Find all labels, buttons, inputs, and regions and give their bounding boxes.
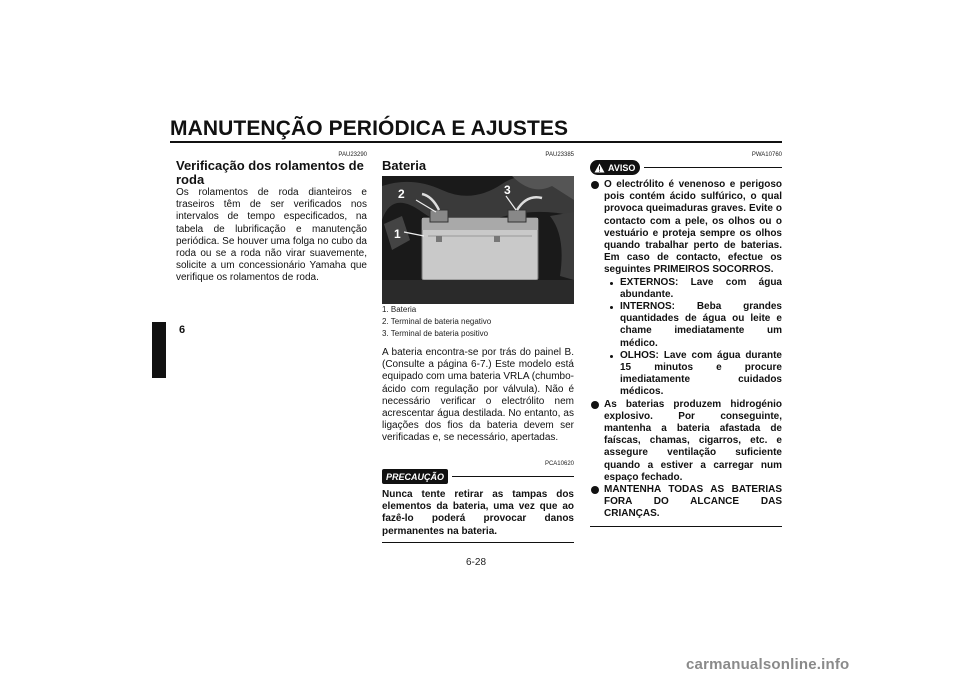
warning-item-text: O electrólito é venenoso e perigoso pois contém ácido sulfúrico, o qual provoca queimaduras graves. Evite o contacto com a pele, os olhos ou o vestuário e proteja sempre os olhos quando trabalhar perto de baterias. Em caso de contacto, efectue os seguintes PRIMEIROS SOCORROS. [604, 179, 782, 276]
section-body-battery: A bateria encontra-se por trás do painel B. (Consulte a página 6-7.) Este modelo está equipado com uma bateria VRLA (chumbo-ácido com regulação por válvula). Não é necessário verificar o electrólito nem acrescentar água destilada. No entanto, as ligações dos fios da bateria devem ser verificadas e, se necessário, apertadas. [382, 347, 574, 444]
watermark: carmanualsonline.info [686, 656, 850, 673]
section-body-wheel-bearings: Os rolamentos de roda dianteiros e traseiros têm de ser verificados nos intervalos de tempo especificados, na tabela de lubrificação e manutenção periódica. Se houver uma folga no cubo da roda ou se a roda não virar suavemente, solicite a um concessionário Yamaha que verifique os rolamentos de roda. [176, 187, 367, 284]
callout-item: 3. Terminal de bateria positivo [382, 329, 489, 338]
first-aid-text: EXTERNOS: Lave com água abundante. [620, 276, 782, 300]
warning-banner-rule [644, 167, 782, 169]
warning-label: AVISO [608, 162, 636, 173]
caution-code: PCA10620 [544, 461, 574, 467]
dot-icon [610, 282, 613, 285]
first-aid-list [604, 277, 782, 399]
caution-banner [382, 469, 574, 484]
battery-illustration [382, 176, 574, 304]
bullet-icon [591, 486, 599, 494]
warning-item [590, 179, 782, 399]
caution-text: Nunca tente retirar as tampas dos elementos da bateria, uma vez que ao fazê-lo poderá provocar danos permanentes na bateria. [382, 489, 574, 537]
callout-item: 1. Bateria [382, 305, 417, 314]
bullet-icon [591, 181, 599, 189]
warning-item-text: MANTENHA TODAS AS BATERIAS FORA DO ALCANCE DAS CRIANÇAS. [604, 484, 782, 520]
photo-label-2: 2 [398, 187, 405, 201]
warning-code: PWA10760 [751, 152, 782, 158]
warning-list [590, 179, 782, 521]
battery-photo [382, 176, 574, 304]
section-title-wheel-bearings: Verificação dos rolamentos de roda [176, 158, 364, 187]
caution-banner-rule [452, 476, 574, 478]
dot-icon [610, 306, 613, 309]
chapter-number: 6 [179, 324, 186, 336]
warning-pill [590, 160, 640, 175]
warning-bottom-rule [590, 526, 782, 528]
first-aid-item [604, 301, 782, 350]
header-rule [170, 141, 782, 143]
warning-triangle-icon [594, 163, 605, 173]
warning-item-text: As baterias produzem hidrogénio explosivo. Por conseguinte, mantenha a bateria afastada de faíscas, chamas, cigarros, etc. e assegure ventilação suficiente quando a estiver a carregar num espaço fechado. [604, 398, 782, 483]
first-aid-text: INTERNOS: Beba grandes quantidades de água ou leite e chame imediatamente um médico. [620, 301, 782, 349]
section-code: PAU23290 [338, 152, 367, 158]
caution-box [382, 461, 574, 543]
warning-item [590, 484, 782, 521]
first-aid-text: OLHOS: Lave com água durante 15 minutos e procure imediatamente cuidados médicos. [620, 349, 782, 398]
page-number: 6-28 [466, 557, 487, 568]
section-code: PAU23385 [545, 152, 574, 158]
chapter-tab [152, 322, 166, 378]
first-aid-item [604, 277, 782, 301]
dot-icon [610, 355, 613, 358]
page-header-title: MANUTENÇÃO PERIÓDICA E AJUSTES [170, 117, 569, 140]
first-aid-item [604, 350, 782, 399]
warning-item [590, 399, 782, 484]
warning-box [590, 160, 782, 527]
caution-label: PRECAUÇÃO [382, 469, 448, 484]
caution-bottom-rule [382, 542, 574, 544]
bullet-icon [591, 401, 599, 409]
photo-callouts [382, 304, 574, 340]
warning-banner [590, 160, 782, 175]
photo-label-1: 1 [394, 227, 401, 241]
photo-label-3: 3 [504, 183, 511, 197]
section-title-battery: Bateria [382, 158, 427, 173]
callout-item: 2. Terminal de bateria negativo [382, 317, 492, 326]
